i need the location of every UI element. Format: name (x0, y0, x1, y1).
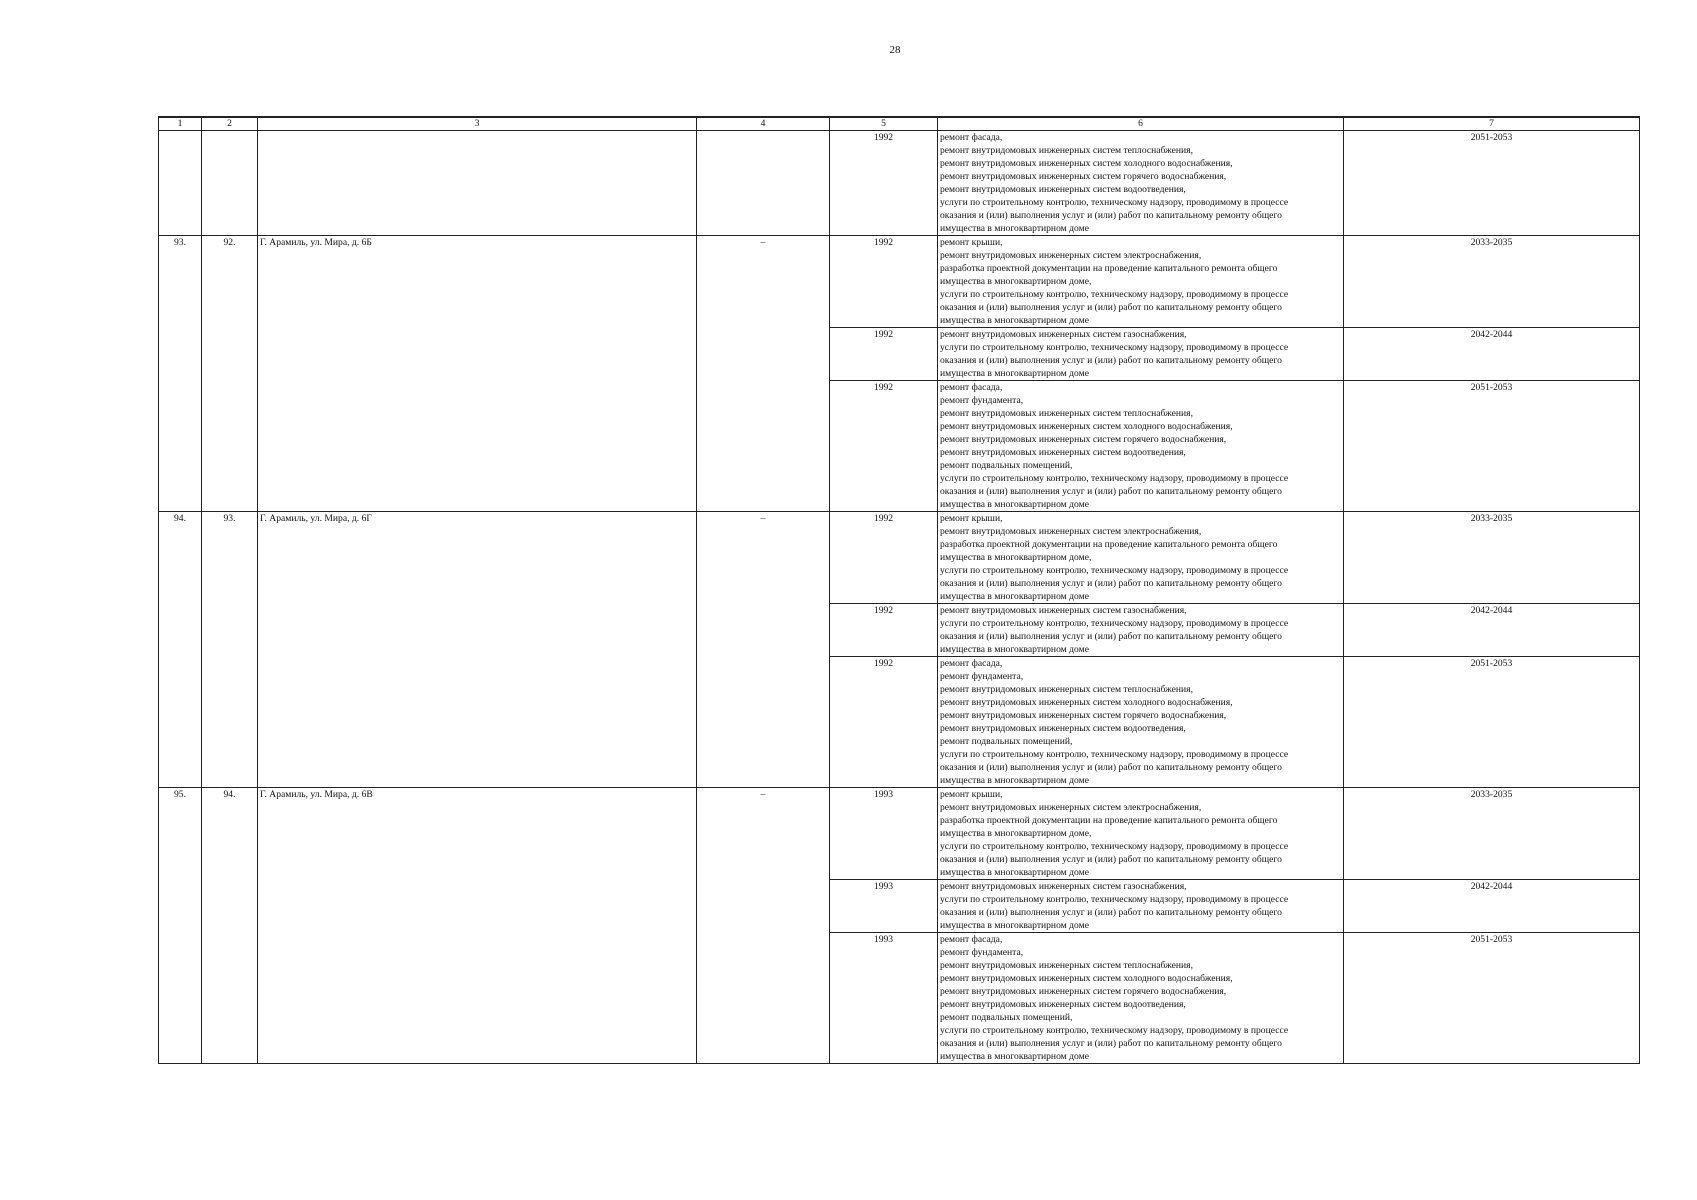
work-line: услуги по строительному контролю, техническому надзору, проводимому в процессе (940, 894, 1289, 905)
work-line: ремонт внутридомовых инженерных систем холодного водоснабжения, (940, 158, 1233, 169)
work-line: ремонт фундамента, (940, 671, 1024, 682)
table-row (159, 236, 1640, 328)
cell-works (938, 131, 1344, 236)
work-line: ремонт внутридомовых инженерных систем холодного водоснабжения, (940, 973, 1233, 984)
cell-address (258, 131, 697, 236)
header-col-2: 2 (202, 117, 258, 131)
work-line: ремонт фундамента, (940, 395, 1024, 406)
cell-col4: – (697, 236, 830, 512)
work-line: ремонт фасада, (940, 658, 1003, 669)
work-line: разработка проектной документации на проведение капитального ремонта общего (940, 539, 1278, 550)
cell-period: 2033-2035 (1344, 788, 1640, 880)
work-line: услуги по строительному контролю, техническому надзору, проводимому в процессе (940, 841, 1289, 852)
cell-period: 2033-2035 (1344, 512, 1640, 604)
work-line: оказания и (или) выполнения услуг и (или) работ по капитальному ремонту общего (940, 854, 1282, 865)
work-line: услуги по строительному контролю, техническому надзору, проводимому в процессе (940, 289, 1289, 300)
work-line: оказания и (или) выполнения услуг и (или) работ по капитальному ремонту общего (940, 631, 1282, 642)
work-line: оказания и (или) выполнения услуг и (или) работ по капитальному ремонту общего (940, 578, 1282, 589)
work-line: услуги по строительному контролю, техническому надзору, проводимому в процессе (940, 342, 1289, 353)
cell-num: 95. (159, 788, 202, 1064)
cell-col4 (697, 131, 830, 236)
header-col-7: 7 (1344, 117, 1640, 131)
cell-works (938, 328, 1344, 381)
work-line: ремонт крыши, (940, 789, 1003, 800)
work-line: ремонт внутридомовых инженерных систем теплоснабжения, (940, 960, 1193, 971)
work-line: ремонт внутридомовых инженерных систем газоснабжения, (940, 605, 1187, 616)
work-line: ремонт подвальных помещений, (940, 1012, 1073, 1023)
cell-period: 2051-2053 (1344, 381, 1640, 512)
work-line: разработка проектной документации на проведение капитального ремонта общего (940, 815, 1278, 826)
cell-works (938, 381, 1344, 512)
work-line: оказания и (или) выполнения услуг и (или) работ по капитальному ремонту общего (940, 355, 1282, 366)
cell-year: 1992 (830, 236, 938, 328)
cell-year: 1993 (830, 880, 938, 933)
cell-address: Г. Арамиль, ул. Мира, д. 6Г (258, 512, 697, 788)
cell-year: 1992 (830, 604, 938, 657)
cell-period: 2051-2053 (1344, 657, 1640, 788)
work-line: имущества в многоквартирном доме (940, 368, 1089, 379)
work-line: имущества в многоквартирном доме, (940, 552, 1092, 563)
cell-period: 2042-2044 (1344, 604, 1640, 657)
work-line: ремонт внутридомовых инженерных систем теплоснабжения, (940, 684, 1193, 695)
work-line: оказания и (или) выполнения услуг и (или) работ по капитальному ремонту общего (940, 302, 1282, 313)
table-row (159, 512, 1640, 604)
cell-num: 93. (159, 236, 202, 512)
cell-works (938, 880, 1344, 933)
cell-period: 2033-2035 (1344, 236, 1640, 328)
work-line: оказания и (или) выполнения услуг и (или) работ по капитальному ремонту общего (940, 762, 1282, 773)
work-line: ремонт фасада, (940, 132, 1003, 143)
work-line: имущества в многоквартирном доме (940, 315, 1089, 326)
cell-col4: – (697, 512, 830, 788)
work-line: услуги по строительному контролю, техническому надзору, проводимому в процессе (940, 197, 1289, 208)
work-line: оказания и (или) выполнения услуг и (или) работ по капитальному ремонту общего (940, 210, 1282, 221)
cell-period: 2051-2053 (1344, 131, 1640, 236)
cell-works (938, 604, 1344, 657)
work-line: ремонт внутридомовых инженерных систем теплоснабжения, (940, 145, 1193, 156)
work-line: ремонт внутридомовых инженерных систем водоотведения, (940, 999, 1186, 1010)
work-line: ремонт внутридомовых инженерных систем теплоснабжения, (940, 408, 1193, 419)
work-line: оказания и (или) выполнения услуг и (или) работ по капитальному ремонту общего (940, 486, 1282, 497)
work-line: имущества в многоквартирном доме (940, 223, 1089, 234)
work-line: имущества в многоквартирном доме (940, 1051, 1089, 1062)
cell-year: 1992 (830, 381, 938, 512)
work-line: имущества в многоквартирном доме (940, 920, 1089, 931)
work-line: имущества в многоквартирном доме (940, 867, 1089, 878)
work-line: ремонт внутридомовых инженерных систем водоотведения, (940, 723, 1186, 734)
work-line: имущества в многоквартирном доме (940, 591, 1089, 602)
cell-idx: 93. (202, 512, 258, 788)
work-line: имущества в многоквартирном доме, (940, 276, 1092, 287)
work-line: ремонт фасада, (940, 382, 1003, 393)
work-line: услуги по строительному контролю, техническому надзору, проводимому в процессе (940, 749, 1289, 760)
column-number-header (159, 117, 1640, 131)
cell-num: 94. (159, 512, 202, 788)
work-line: ремонт внутридомовых инженерных систем газоснабжения, (940, 329, 1187, 340)
cell-works (938, 788, 1344, 880)
work-line: услуги по строительному контролю, техническому надзору, проводимому в процессе (940, 1025, 1289, 1036)
cell-num (159, 131, 202, 236)
work-line: ремонт подвальных помещений, (940, 460, 1073, 471)
cell-year: 1993 (830, 788, 938, 880)
table-row (159, 788, 1640, 880)
work-line: имущества в многоквартирном доме (940, 499, 1089, 510)
cell-year: 1992 (830, 657, 938, 788)
work-line: услуги по строительному контролю, техническому надзору, проводимому в процессе (940, 565, 1289, 576)
work-line: ремонт внутридомовых инженерных систем горячего водоснабжения, (940, 171, 1227, 182)
header-col-3: 3 (258, 117, 697, 131)
cell-period: 2051-2053 (1344, 933, 1640, 1064)
page-number: 28 (889, 44, 901, 56)
work-line: услуги по строительному контролю, техническому надзору, проводимому в процессе (940, 618, 1289, 629)
cell-year: 1992 (830, 512, 938, 604)
cell-period: 2042-2044 (1344, 328, 1640, 381)
header-col-6: 6 (938, 117, 1344, 131)
work-line: ремонт внутридомовых инженерных систем горячего водоснабжения, (940, 710, 1227, 721)
cell-col4: – (697, 788, 830, 1064)
cell-year: 1993 (830, 933, 938, 1064)
work-line: ремонт внутридомовых инженерных систем горячего водоснабжения, (940, 986, 1227, 997)
cell-idx (202, 131, 258, 236)
work-line: разработка проектной документации на проведение капитального ремонта общего (940, 263, 1278, 274)
cell-works (938, 657, 1344, 788)
cell-period: 2042-2044 (1344, 880, 1640, 933)
cell-works (938, 512, 1344, 604)
work-line: услуги по строительному контролю, техническому надзору, проводимому в процессе (940, 473, 1289, 484)
work-line: ремонт подвальных помещений, (940, 736, 1073, 747)
work-line: ремонт фасада, (940, 934, 1003, 945)
work-line: ремонт внутридомовых инженерных систем холодного водоснабжения, (940, 421, 1233, 432)
work-line: ремонт внутридомовых инженерных систем холодного водоснабжения, (940, 697, 1233, 708)
work-line: оказания и (или) выполнения услуг и (или) работ по капитальному ремонту общего (940, 907, 1282, 918)
work-line: ремонт крыши, (940, 513, 1003, 524)
cell-works (938, 236, 1344, 328)
work-line: ремонт внутридомовых инженерных систем водоотведения, (940, 447, 1186, 458)
work-line: ремонт фундамента, (940, 947, 1024, 958)
work-line: имущества в многоквартирном доме, (940, 828, 1092, 839)
repair-schedule-table (158, 116, 1640, 1064)
cell-address: Г. Арамиль, ул. Мира, д. 6В (258, 788, 697, 1064)
work-line: ремонт внутридомовых инженерных систем водоотведения, (940, 184, 1186, 195)
cell-year: 1992 (830, 131, 938, 236)
work-line: оказания и (или) выполнения услуг и (или) работ по капитальному ремонту общего (940, 1038, 1282, 1049)
cell-address: Г. Арамиль, ул. Мира, д. 6Б (258, 236, 697, 512)
cell-idx: 94. (202, 788, 258, 1064)
work-line: ремонт внутридомовых инженерных систем электроснабжения, (940, 802, 1202, 813)
work-line: ремонт крыши, (940, 237, 1003, 248)
header-col-5: 5 (830, 117, 938, 131)
cell-year: 1992 (830, 328, 938, 381)
header-col-1: 1 (159, 117, 202, 131)
work-line: ремонт внутридомовых инженерных систем газоснабжения, (940, 881, 1187, 892)
work-line: ремонт внутридомовых инженерных систем горячего водоснабжения, (940, 434, 1227, 445)
work-line: имущества в многоквартирном доме (940, 775, 1089, 786)
work-line: ремонт внутридомовых инженерных систем электроснабжения, (940, 250, 1202, 261)
cell-idx: 92. (202, 236, 258, 512)
cell-works (938, 933, 1344, 1064)
work-line: ремонт внутридомовых инженерных систем электроснабжения, (940, 526, 1202, 537)
header-col-4: 4 (697, 117, 830, 131)
work-line: имущества в многоквартирном доме (940, 644, 1089, 655)
continuation-row (159, 131, 1640, 236)
